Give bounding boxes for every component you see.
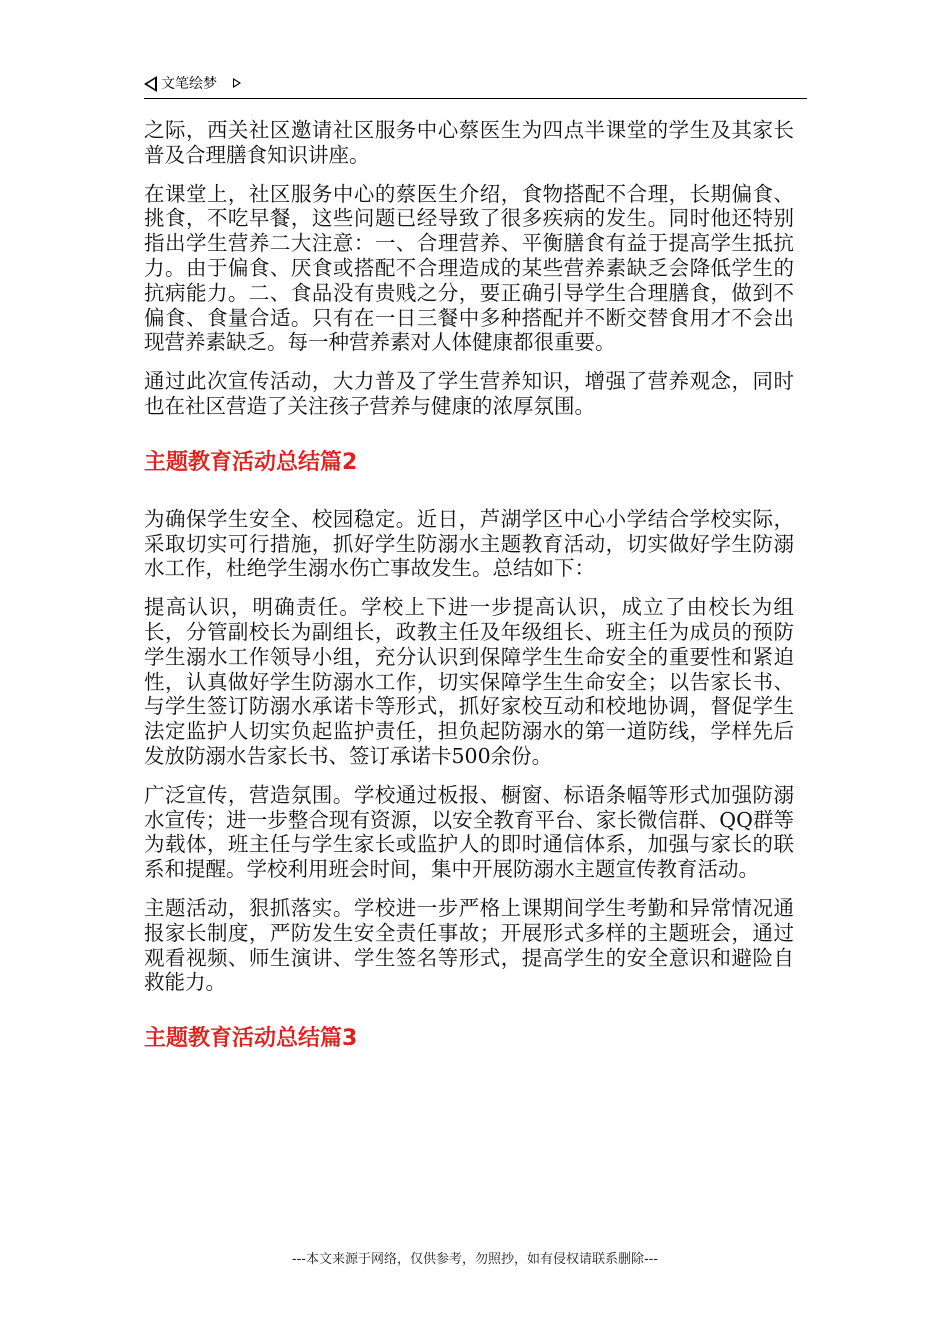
paragraph: 主题活动，狠抓落实。学校进一步严格上课期间学生考勤和异常情况通报家长制度，严防发生安全责任事故；开展形式多样的主题班会，通过观看视频、师生演讲、学生签名等形式，提高学生的安全意识和避险自救能力。 — [144, 895, 794, 995]
paragraph: 在课堂上，社区服务中心的蔡医生介绍，食物搭配不合理，长期偏食、挑食，不吃早餐，这些问题已经导致了很多疾病的发生。同时他还特别指出学生营养二大注意：一、合理营养、平衡膳食有益于提高学生抵抗力。由于偏食、厌食或搭配不合理造成的某些营养素缺乏会降低学生的抗病能力。二、食品没有贵贱之分，要正确引导学生合理膳食，做到不偏食、食量合适。只有在一日三餐中多种搭配并不断交替食用才不会出现营养素缺乏。每一种营养素对人体健康都很重要。 — [144, 181, 794, 355]
document-body — [144, 118, 794, 1083]
paragraph: 提高认识，明确责任。学校上下进一步提高认识，成立了由校长为组长，分管副校长为副组长，政教主任及年级组长、班主任为成员的预防学生溺水工作领导小组，充分认识到保障学生生命安全的重要性和紧迫性，认真做好学生防溺水工作，切实保障学生生命安全；以告家长书、与学生签订防溺水承诺卡等形式，抓好家校互动和校地协调，督促学生法定监护人切实负起监护责任，担负起防溺水的第一道防线，学样先后发放防溺水告家长书、签订承诺卡500余份。 — [144, 595, 794, 768]
header-brand: 文笔绘梦 — [161, 76, 217, 92]
page-header — [144, 72, 807, 98]
paragraph: 之际，西关社区邀请社区服务中心蔡医生为四点半课堂的学生及其家长普及合理膳食知识讲座。 — [144, 118, 794, 167]
section-heading-2: 主题教育活动总结篇2 — [144, 449, 358, 475]
paragraph: 为确保学生安全、校园稳定。近日，芦湖学区中心小学结合学校实际，采取切实可行措施，抓好学生防溺水主题教育活动，切实做好学生防溺水工作，杜绝学生溺水伤亡事故发生。总结如下： — [144, 506, 794, 581]
paragraph: 通过此次宣传活动，大力普及了学生营养知识，增强了营养观念，同时也在社区营造了关注孩子营养与健康的浓厚氛围。 — [144, 369, 794, 418]
section-heading-3: 主题教育活动总结篇3 — [144, 1026, 358, 1052]
header-divider — [144, 98, 807, 99]
paragraph: 广泛宣传，营造氛围。学校通过板报、橱窗、标语条幅等形式加强防溺水宣传；进一步整合现有资源，以安全教育平台、家长微信群、QQ群等为载体，班主任与学生家长或监护人的即时通信体系，加强与家长的联系和提醒。学校利用班会时间，集中开展防溺水主题宣传教育活动。 — [144, 782, 794, 882]
page-footer-disclaimer: ---本文来源于网络，仅供参考，勿照抄，如有侵权请联系删除--- — [291, 1252, 659, 1267]
